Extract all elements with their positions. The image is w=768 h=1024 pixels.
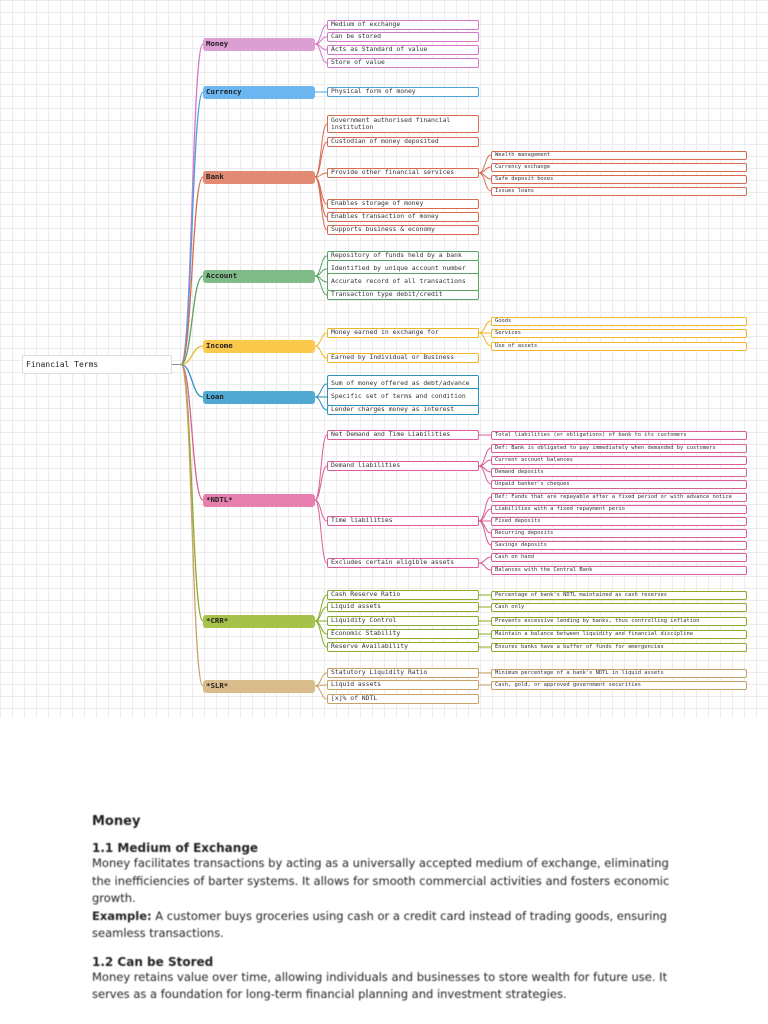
- section-title-can-be-stored: 1.2 Can be Stored: [92, 954, 214, 969]
- example-text: A customer buys groceries using cash or a credit card instead of trading goods, ensuring seamless transactions.: [92, 908, 667, 940]
- connector-line: [315, 397, 327, 410]
- leaf-node-ndtl-3-1[interactable]: Balances with the Central Bank: [491, 566, 747, 575]
- child-node-crr-2[interactable]: Liquidity Control: [327, 616, 479, 626]
- leaf-node-crr-4-0[interactable]: Ensures banks have a buffer of funds for emergencies: [491, 643, 747, 652]
- category-node-ndtl[interactable]: *NDTL*: [203, 494, 315, 507]
- leaf-node-ndtl-0-0[interactable]: Total liabilities (or obligations) of bank to its customers: [491, 431, 747, 440]
- example-label: Example:: [92, 908, 152, 923]
- leaf-node-ndtl-2-1[interactable]: Liabilities with a fixed repayment perio: [491, 505, 747, 514]
- leaf-node-bank-2-2[interactable]: Safe deposit boxes: [491, 175, 747, 184]
- child-node-bank-0[interactable]: Government authorised financial institution: [327, 115, 479, 133]
- child-node-account-1[interactable]: Identified by unique account number: [327, 260, 479, 278]
- connector-line: [315, 686, 327, 699]
- connector-line: [315, 346, 327, 358]
- child-node-ndtl-1[interactable]: Demand liabilities: [327, 461, 479, 471]
- section-body-medium-of-exchange: Money facilitates transactions by acting as a universally accepted medium of exchange, eliminating the inefficiencies of barter systems. It allows for smooth commercial activities and fosters economic growth.: [92, 856, 670, 905]
- child-node-income-1[interactable]: Earned by Individual or Business: [327, 353, 479, 363]
- leaf-node-ndtl-1-3[interactable]: Unpaid banker's cheques: [491, 480, 747, 489]
- connector-line: [315, 384, 327, 397]
- document-panel: [92, 814, 682, 1004]
- leaf-node-income-0-0[interactable]: Goods: [491, 317, 747, 326]
- leaf-node-crr-3-0[interactable]: Maintain a balance between liquidity and financial discipline: [491, 630, 747, 639]
- child-node-account-2[interactable]: Accurate record of all transactions: [327, 273, 479, 291]
- child-node-money-2[interactable]: Acts as Standard of value: [327, 45, 479, 55]
- child-node-loan-0[interactable]: Sum of money offered as debt/advance: [327, 375, 479, 393]
- category-node-currency[interactable]: Currency: [203, 86, 315, 99]
- category-node-account[interactable]: Account: [203, 270, 315, 283]
- leaf-node-crr-0-0[interactable]: Percentage of bank's NDTL maintained as cash reserves: [491, 591, 747, 600]
- child-node-loan-1[interactable]: Specific set of terms and condition: [327, 388, 479, 406]
- child-node-currency-0[interactable]: Physical form of money: [327, 87, 479, 97]
- example-paragraph: [92, 908, 682, 943]
- child-node-ndtl-0[interactable]: Net Demand and Time Liabilities: [327, 430, 479, 440]
- leaf-node-crr-1-0[interactable]: Cash only: [491, 603, 747, 612]
- child-node-loan-2[interactable]: Lender charges money as interest: [327, 405, 479, 415]
- category-node-bank[interactable]: Bank: [203, 171, 315, 184]
- child-node-slr-1[interactable]: Liquid assets: [327, 680, 479, 690]
- leaf-node-income-0-1[interactable]: Services: [491, 329, 747, 338]
- connector-line: [479, 333, 491, 346]
- leaf-node-slr-0-0[interactable]: Minimum percentage of a bank's NDTL in liquid assets: [491, 669, 747, 678]
- leaf-node-ndtl-1-1[interactable]: Current account balances: [491, 456, 747, 465]
- child-node-money-1[interactable]: Can be stored: [327, 32, 479, 42]
- child-node-bank-2[interactable]: Provide other financial services: [327, 168, 479, 178]
- connector-line: [315, 124, 327, 177]
- child-node-bank-5[interactable]: Supports business & economy: [327, 225, 479, 235]
- leaf-node-ndtl-2-2[interactable]: Fixed deposits: [491, 517, 747, 526]
- leaf-node-income-0-2[interactable]: Use of assets: [491, 342, 747, 351]
- child-node-slr-0[interactable]: Statutory Liquidity Ratio: [327, 668, 479, 678]
- category-node-income[interactable]: Income: [203, 340, 315, 353]
- leaf-node-ndtl-2-4[interactable]: Savings deposits: [491, 541, 747, 550]
- category-node-crr[interactable]: *CRR*: [203, 615, 315, 628]
- child-node-account-3[interactable]: Transaction type debit/credit: [327, 290, 479, 300]
- connector-line: [181, 365, 203, 622]
- document-heading: Money: [92, 814, 141, 829]
- child-node-money-3[interactable]: Store of value: [327, 58, 479, 68]
- child-node-crr-0[interactable]: Cash Reserve Ratio: [327, 590, 479, 600]
- connector-line: [479, 321, 491, 333]
- child-node-account-0[interactable]: Repository of funds held by a bank: [327, 251, 479, 261]
- leaf-node-ndtl-1-0[interactable]: Def: Bank is obligated to pay immediately when demanded by customers: [491, 444, 747, 453]
- leaf-node-ndtl-2-3[interactable]: Recurring deposits: [491, 529, 747, 538]
- connector-line: [479, 557, 491, 563]
- connector-line: [479, 563, 491, 570]
- leaf-node-ndtl-1-2[interactable]: Demand deposits: [491, 468, 747, 477]
- child-node-ndtl-2[interactable]: Time liabilities: [327, 516, 479, 526]
- leaf-node-crr-2-0[interactable]: Prevents excessive lending by banks, thus controlling inflation: [491, 617, 747, 626]
- child-node-money-0[interactable]: Medium of exchange: [327, 20, 479, 30]
- section-body-can-be-stored: Money retains value over time, allowing individuals and businesses to store wealth for future use. It serves as a foundation for long-term financial planning and investment strategies.: [92, 969, 668, 1001]
- leaf-node-slr-1-0[interactable]: Cash, gold, or approved government securities: [491, 681, 747, 690]
- category-node-loan[interactable]: Loan: [203, 391, 315, 404]
- root-node-financial-terms[interactable]: Financial Terms: [22, 355, 172, 374]
- leaf-node-ndtl-3-0[interactable]: Cash on hand: [491, 553, 747, 562]
- child-node-bank-4[interactable]: Enables transaction of money: [327, 212, 479, 222]
- leaf-node-ndtl-2-0[interactable]: Def: Funds that are repayable after a fixed period or with advance notice: [491, 493, 747, 502]
- child-node-crr-3[interactable]: Economic Stability: [327, 629, 479, 639]
- category-node-money[interactable]: Money: [203, 38, 315, 51]
- connector-line: [315, 621, 327, 647]
- child-node-bank-1[interactable]: Custodian of money deposited: [327, 137, 479, 147]
- child-node-crr-1[interactable]: Liquid assets: [327, 602, 479, 612]
- leaf-node-bank-2-0[interactable]: Wealth management: [491, 151, 747, 160]
- connector-line: [315, 673, 327, 686]
- section-title-medium-of-exchange: 1.1 Medium of Exchange: [92, 841, 259, 855]
- child-node-income-0[interactable]: Money earned in exchange for: [327, 328, 479, 338]
- connector-line: [181, 365, 203, 687]
- leaf-node-bank-2-1[interactable]: Currency exchange: [491, 163, 747, 172]
- category-node-slr[interactable]: *SLR*: [203, 680, 315, 693]
- connector-line: [315, 333, 327, 346]
- child-node-crr-4[interactable]: Reserve Availability: [327, 642, 479, 652]
- leaf-node-bank-2-3[interactable]: Issues loans: [491, 187, 747, 196]
- child-node-slr-2[interactable]: [x]% of NDTL: [327, 694, 479, 704]
- child-node-bank-3[interactable]: Enables storage of money: [327, 199, 479, 209]
- connector-line: [315, 177, 327, 217]
- child-node-ndtl-3[interactable]: Excludes certain eligible assets: [327, 558, 479, 568]
